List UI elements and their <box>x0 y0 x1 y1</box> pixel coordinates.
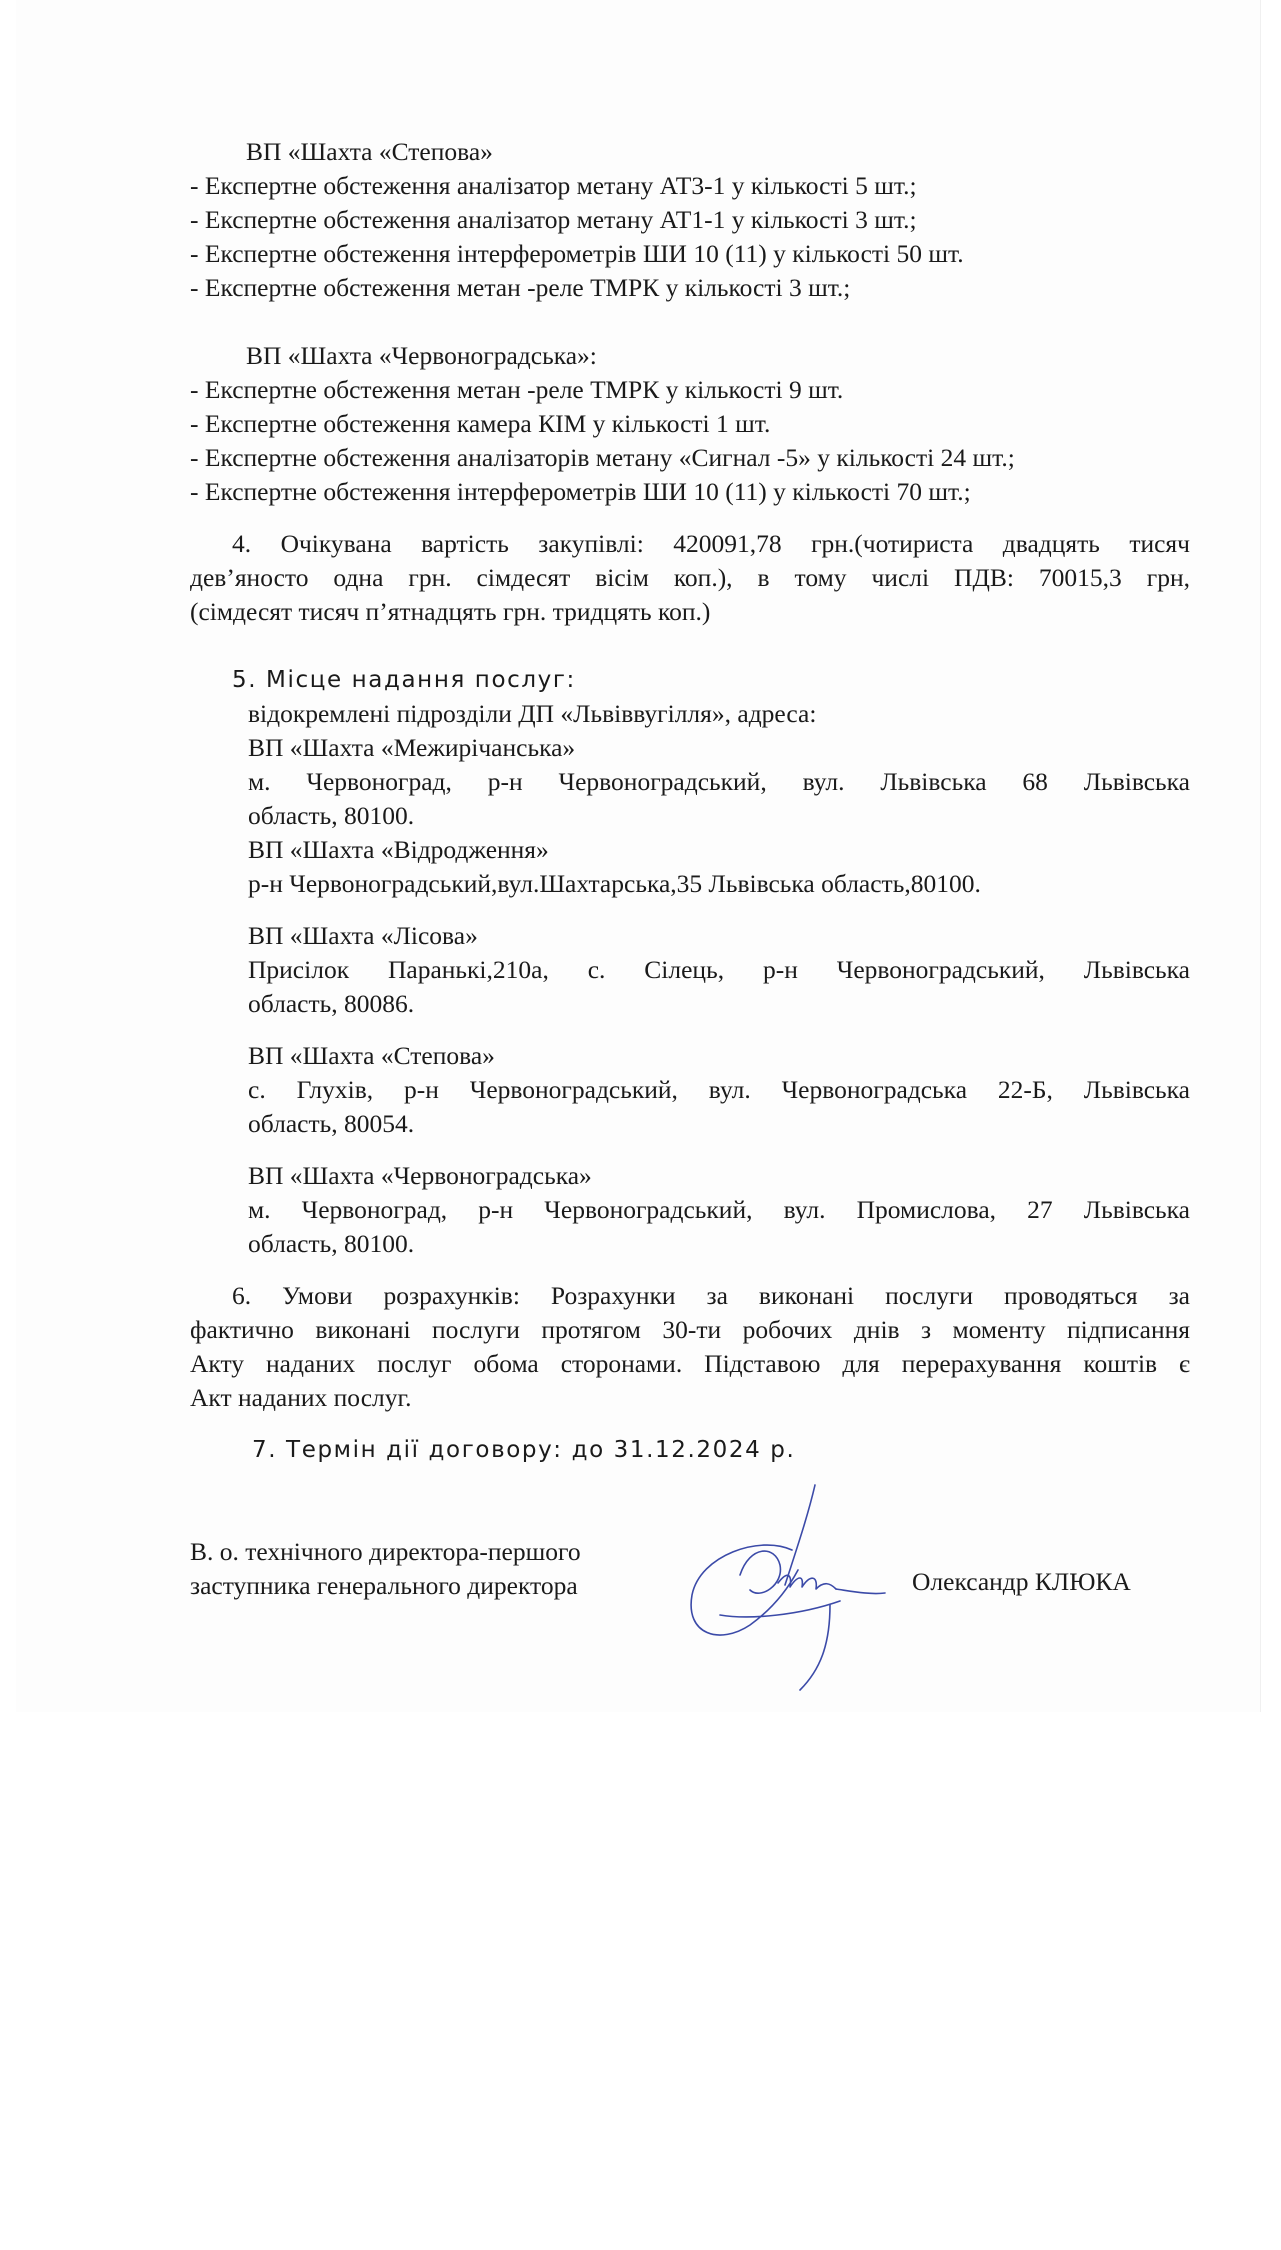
address-line: область, 80054. <box>248 1109 415 1138</box>
address-line: область, 80086. <box>248 989 415 1018</box>
list-item: - Експертне обстеження аналізатор метану АТ1-1 у кількості 3 шт.; <box>190 205 917 234</box>
document-body <box>190 135 1190 1467</box>
paragraph-line: (сімдесят тисяч п’ятнадцять грн. тридцять коп.) <box>190 597 711 626</box>
paragraph-line: 6. Умови розрахунків: Розрахунки за виконані послуги проводяться за <box>232 1281 1190 1310</box>
position-line: заступника генерального директора <box>190 1571 578 1600</box>
address-line: м. Червоноград, р-н Червоноградський, вул. Львівська 68 Львівська <box>248 767 1190 796</box>
address-line: с. Глухів, р-н Червоноградський, вул. Червоноградська 22-Б, Львівська <box>248 1075 1190 1104</box>
paragraph-line: дев’яносто одна грн. сімдесят вісім коп.), в тому числі ПДВ: 70015,3 грн, <box>190 563 1190 592</box>
address-line: м. Червоноград, р-н Червоноградський, вул. Промислова, 27 Львівська <box>248 1195 1190 1224</box>
block-title-stepova: ВП «Шахта «Степова» <box>246 137 493 166</box>
address-stepova <box>190 1039 1190 1141</box>
paragraph-line: фактично виконані послуги протягом 30-ти робочих днів з моменту підписання <box>190 1315 1190 1344</box>
section-intro: відокремлені підрозділи ДП «Львіввугілля», адреса: <box>248 699 817 728</box>
section-5-service-location <box>190 663 1190 1261</box>
signatory-position <box>190 1535 581 1603</box>
list-item: - Експертне обстеження метан -реле ТМРК у кількості 3 шт.; <box>190 273 851 302</box>
mine-name: ВП «Шахта «Лісова» <box>248 921 478 950</box>
address-line: р-н Червоноградський,вул.Шахтарська,35 Львівська область,80100. <box>248 869 981 898</box>
list-item: - Експертне обстеження камера КІМ у кількості 1 шт. <box>190 409 771 438</box>
position-line: В. о. технічного директора-першого <box>190 1537 581 1566</box>
mine-name: ВП «Шахта «Степова» <box>248 1041 495 1070</box>
mine-name: ВП «Шахта «Червоноградська» <box>248 1161 592 1190</box>
mine-name: ВП «Шахта «Межирічанська» <box>248 733 576 762</box>
handwritten-signature <box>680 1475 960 1700</box>
list-item: - Експертне обстеження метан -реле ТМРК у кількості 9 шт. <box>190 375 844 404</box>
paragraph-line: 4. Очікувана вартість закупівлі: 420091,78 грн.(чотириста двадцять тисяч <box>232 529 1190 558</box>
paragraph-line: Акту наданих послуг обома сторонами. Підставою для перерахування коштів є <box>190 1349 1190 1378</box>
section-4-expected-cost <box>190 527 1190 629</box>
address-lisova <box>190 919 1190 1021</box>
section-7-contract-term: 7. Термін дії договору: до 31.12.2024 р. <box>252 1437 796 1463</box>
address-line: область, 80100. <box>248 1229 415 1258</box>
section-heading: 5. Місце надання послуг: <box>232 667 576 693</box>
address-mezhyrichanska <box>190 731 1190 833</box>
paragraph-line: Акт наданих послуг. <box>190 1383 412 1412</box>
address-chervonohradska <box>190 1159 1190 1261</box>
address-line: Присілок Паранькi,210а, с. Сілець, р-н Червоноградський, Львівська <box>248 955 1190 984</box>
signatory-name: Олександр КЛЮКА <box>912 1567 1131 1596</box>
list-item: - Експертне обстеження аналізаторів метану «Сигнал -5» у кількості 24 шт.; <box>190 443 1015 472</box>
section-6-payment-terms <box>190 1279 1190 1415</box>
list-item: - Експертне обстеження інтерферометрів ШИ 10 (11) у кількості 50 шт. <box>190 239 964 268</box>
address-line: область, 80100. <box>248 801 415 830</box>
list-item: - Експертне обстеження інтерферометрів ШИ 10 (11) у кількості 70 шт.; <box>190 477 971 506</box>
block-title-chervonohradska: ВП «Шахта «Червоноградська»: <box>246 341 597 370</box>
list-item: - Експертне обстеження аналізатор метану АТ3-1 у кількості 5 шт.; <box>190 171 917 200</box>
address-vidrodzhennia <box>190 833 1190 901</box>
mine-name: ВП «Шахта «Відродження» <box>248 835 549 864</box>
